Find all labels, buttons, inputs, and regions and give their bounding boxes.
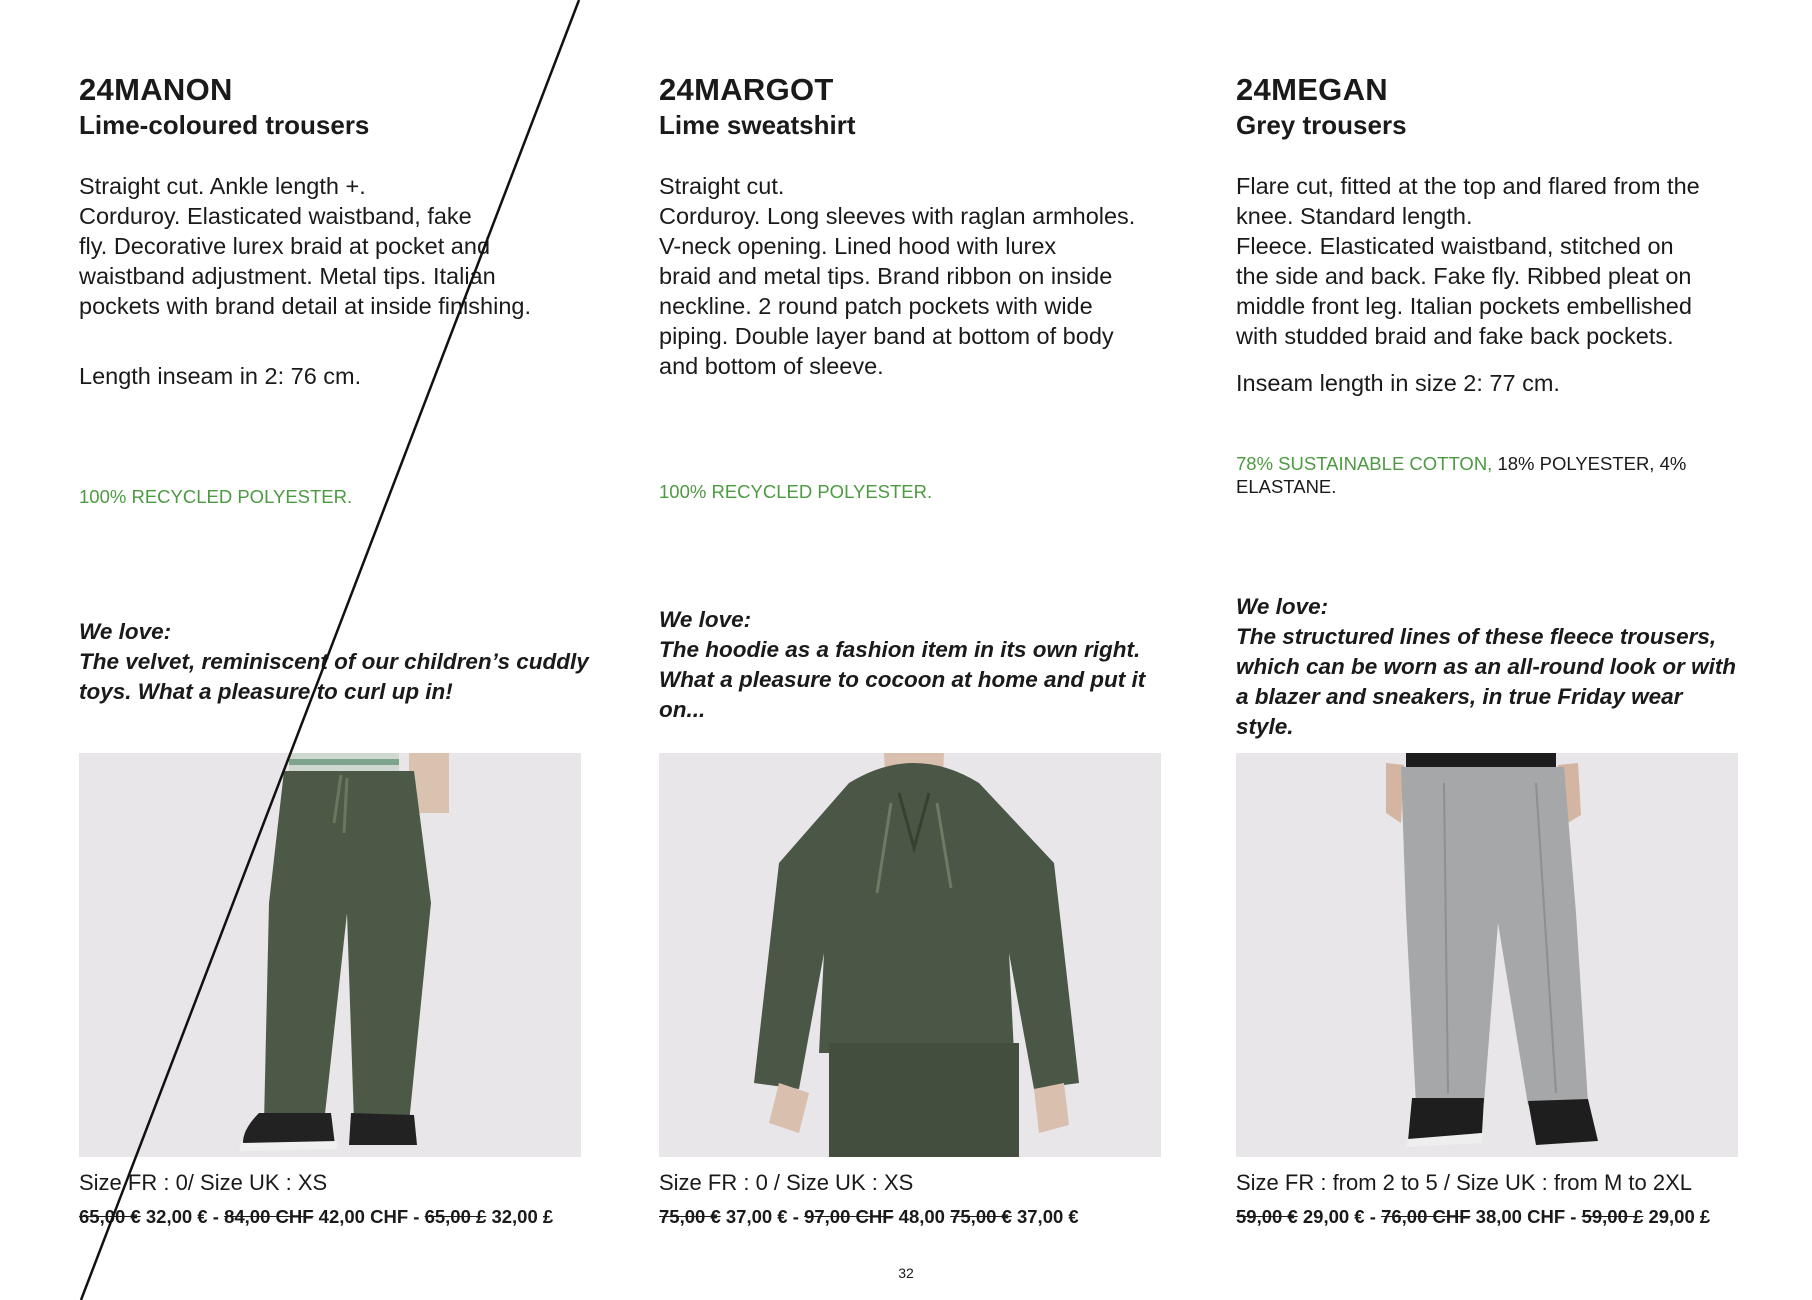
product-code: 24MEGAN (1236, 72, 1388, 107)
old-price-gbp: 65,00 £ (424, 1206, 487, 1227)
product-subtitle: Lime-coloured trousers (79, 110, 370, 140)
price-separator: - (212, 1206, 219, 1227)
old-price-chf: 97,00 CHF (804, 1206, 894, 1227)
old-price-chf: 76,00 CHF (1381, 1206, 1471, 1227)
old-price-eur: 65,00 € (79, 1206, 141, 1227)
new-price-chf: 42,00 CHF (318, 1206, 409, 1227)
old-price-gbp: 75,00 € (950, 1206, 1012, 1227)
we-love-text: The velvet, reminiscent of our children’s cuddly toys. What a pleasure to curl up in! (79, 649, 589, 704)
size-info: Size FR : 0/ Size UK : XS (79, 1170, 328, 1195)
size-info: Size FR : 0 / Size UK : XS (659, 1170, 914, 1195)
we-love-title: We love: (79, 619, 172, 644)
new-price-eur: 32,00 € (145, 1206, 208, 1227)
old-price-chf: 84,00 CHF (224, 1206, 314, 1227)
old-price-eur: 59,00 € (1236, 1206, 1298, 1227)
size-info: Size FR : from 2 to 5 / Size UK : from M to 2XL (1236, 1170, 1693, 1195)
we-love-text: The structured lines of these fleece trousers, which can be worn as an all-round look or with a blazer and sneakers, in true Friday wear style. (1236, 624, 1737, 739)
composition-sustainable: 100% RECYCLED POLYESTER. (79, 486, 353, 507)
price-separator: - (1369, 1206, 1376, 1227)
price-separator: - (413, 1206, 420, 1227)
product-code: 24MARGOT (659, 72, 834, 107)
new-price-chf: 48,00 (898, 1206, 945, 1227)
new-price-chf: 38,00 CHF (1475, 1206, 1566, 1227)
composition-sustainable: 100% RECYCLED POLYESTER. (659, 481, 933, 502)
composition-sustainable: 78% SUSTAINABLE COTTON, (1236, 453, 1493, 474)
page-number: 32 (898, 1265, 914, 1281)
new-price-gbp: 37,00 € (1016, 1206, 1079, 1227)
new-price-eur: 37,00 € (725, 1206, 788, 1227)
product-description: Straight cut. Ankle length +. Corduroy. Elasticated waistband, fake fly. Decorative lurex braid at pocket and waistband adjustment. Metal tips. Italian pockets with brand detail at inside finishing. (79, 173, 531, 319)
we-love-text: The hoodie as a fashion item in its own right. What a pleasure to cocoon at home and put it on... (659, 637, 1146, 722)
new-price-eur: 29,00 € (1302, 1206, 1365, 1227)
we-love-title: We love: (659, 607, 752, 632)
price-separator: - (1570, 1206, 1577, 1227)
new-price-gbp: 32,00 £ (491, 1206, 554, 1227)
product-code: 24MANON (79, 72, 233, 107)
product-description: Straight cut. Corduroy. Long sleeves with raglan armholes. V-neck opening. Lined hood with lurex braid and metal tips. Brand ribbon on inside neckline. 2 round patch pockets with wide piping. Double layer band at bottom of body and bottom of sleeve. (659, 173, 1136, 379)
new-price-gbp: 29,00 £ (1648, 1206, 1711, 1227)
product-subtitle: Grey trousers (1236, 110, 1407, 140)
product-inseam: Length inseam in 2: 76 cm. (79, 363, 362, 389)
product-description: Flare cut, fitted at the top and flared from the knee. Standard length. Fleece. Elasticated waistband, stitched on the side and back. Fake fly. Ribbed pleat on middle front leg. Italian pockets embellished with studded braid and fake back pockets. (1236, 173, 1700, 349)
composition-other: 18% POLYESTER, 4% ELASTANE. (1236, 453, 1687, 497)
old-price-eur: 75,00 € (659, 1206, 721, 1227)
product-inseam: Inseam length in size 2: 77 cm. (1236, 370, 1560, 396)
product-subtitle: Lime sweatshirt (659, 110, 856, 140)
we-love-title: We love: (1236, 594, 1329, 619)
price-separator: - (792, 1206, 799, 1227)
old-price-gbp: 59,00 £ (1581, 1206, 1644, 1227)
